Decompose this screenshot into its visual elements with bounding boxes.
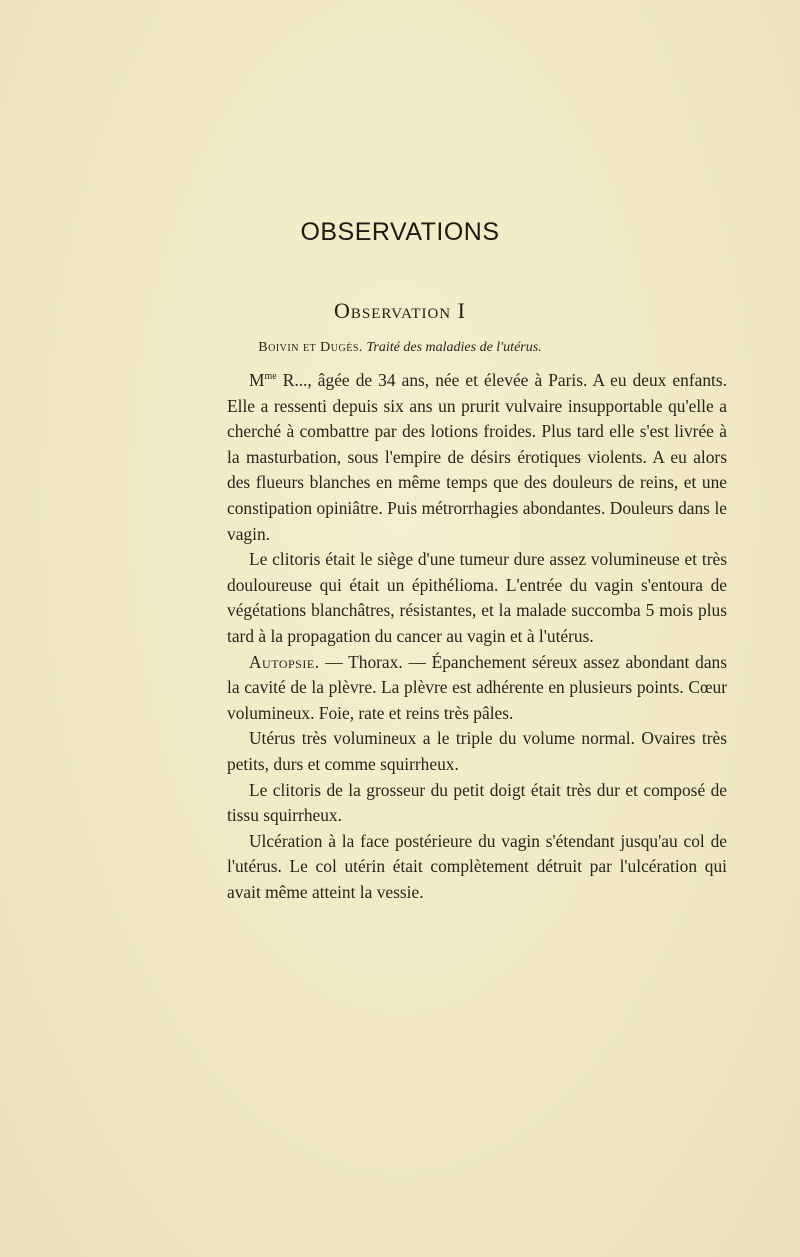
observation-title: Observation I — [334, 298, 466, 323]
paragraph-text: — Thorax. — Épanchement séreux assez abondant dans la cavité de la plèvre. La plèvre est adhérente en plusieurs points. Cœur volumineux. Foie, rate et reins très pâles. — [227, 651, 727, 723]
title-prefix: M — [249, 370, 265, 390]
title-superscript: me — [264, 371, 277, 383]
bibliographic-reference — [0, 340, 800, 356]
paragraph-ulceration: Ulcération à la face postérieure du vagin s'étendant jusqu'au col de l'utérus. Le col utérin était complètement détruit par l'ulcération qui avait même atteint la vessie. — [227, 830, 727, 902]
paragraph-uterus: Utérus très volumineux a le triple du volume normal. Ovaires très petits, durs et comme squirrheux. — [227, 728, 727, 774]
autopsy-label: Autopsie. — [249, 651, 320, 672]
paragraph-tumor: Le clitoris était le siège d'une tumeur dure assez volumineuse et très douloureuse qui était un épithélioma. L'entrée du vagin s'entoura de végétations blanchâtres, résistantes, et la malade succomba 5 mois plus tard à la propagation du cancer au vagin et à l'utérus. — [227, 549, 727, 646]
chapter-heading: OBSERVATIONS — [300, 218, 500, 246]
observation-body — [227, 368, 727, 905]
paragraph-case-history — [227, 368, 727, 547]
reference-authors: Boivin et Dugès. — [258, 340, 363, 355]
paragraph-text: R..., âgée de 34 ans, née et élevée à Paris. A eu deux enfants. Elle a ressenti depuis six ans un prurit vulvaire insupportable qu'elle a cherché à combattre par des lotions froides. Plus tard elle s'est livrée à la masturbation, sous l'empire de désirs érotiques violents. A eu alors des flueurs blanches en même temps que des douleurs de reins, et une constipation opiniâtre. Puis métrorrhagies abondantes. Douleurs dans le vagin. — [227, 370, 727, 544]
paragraph-autopsy — [227, 650, 727, 727]
paragraph-clitoris: Le clitoris de la grosseur du petit doigt était très dur et composé de tissu squirrheux. — [227, 779, 727, 826]
reference-work-title: Traité des maladies de l'utérus. — [366, 340, 542, 355]
